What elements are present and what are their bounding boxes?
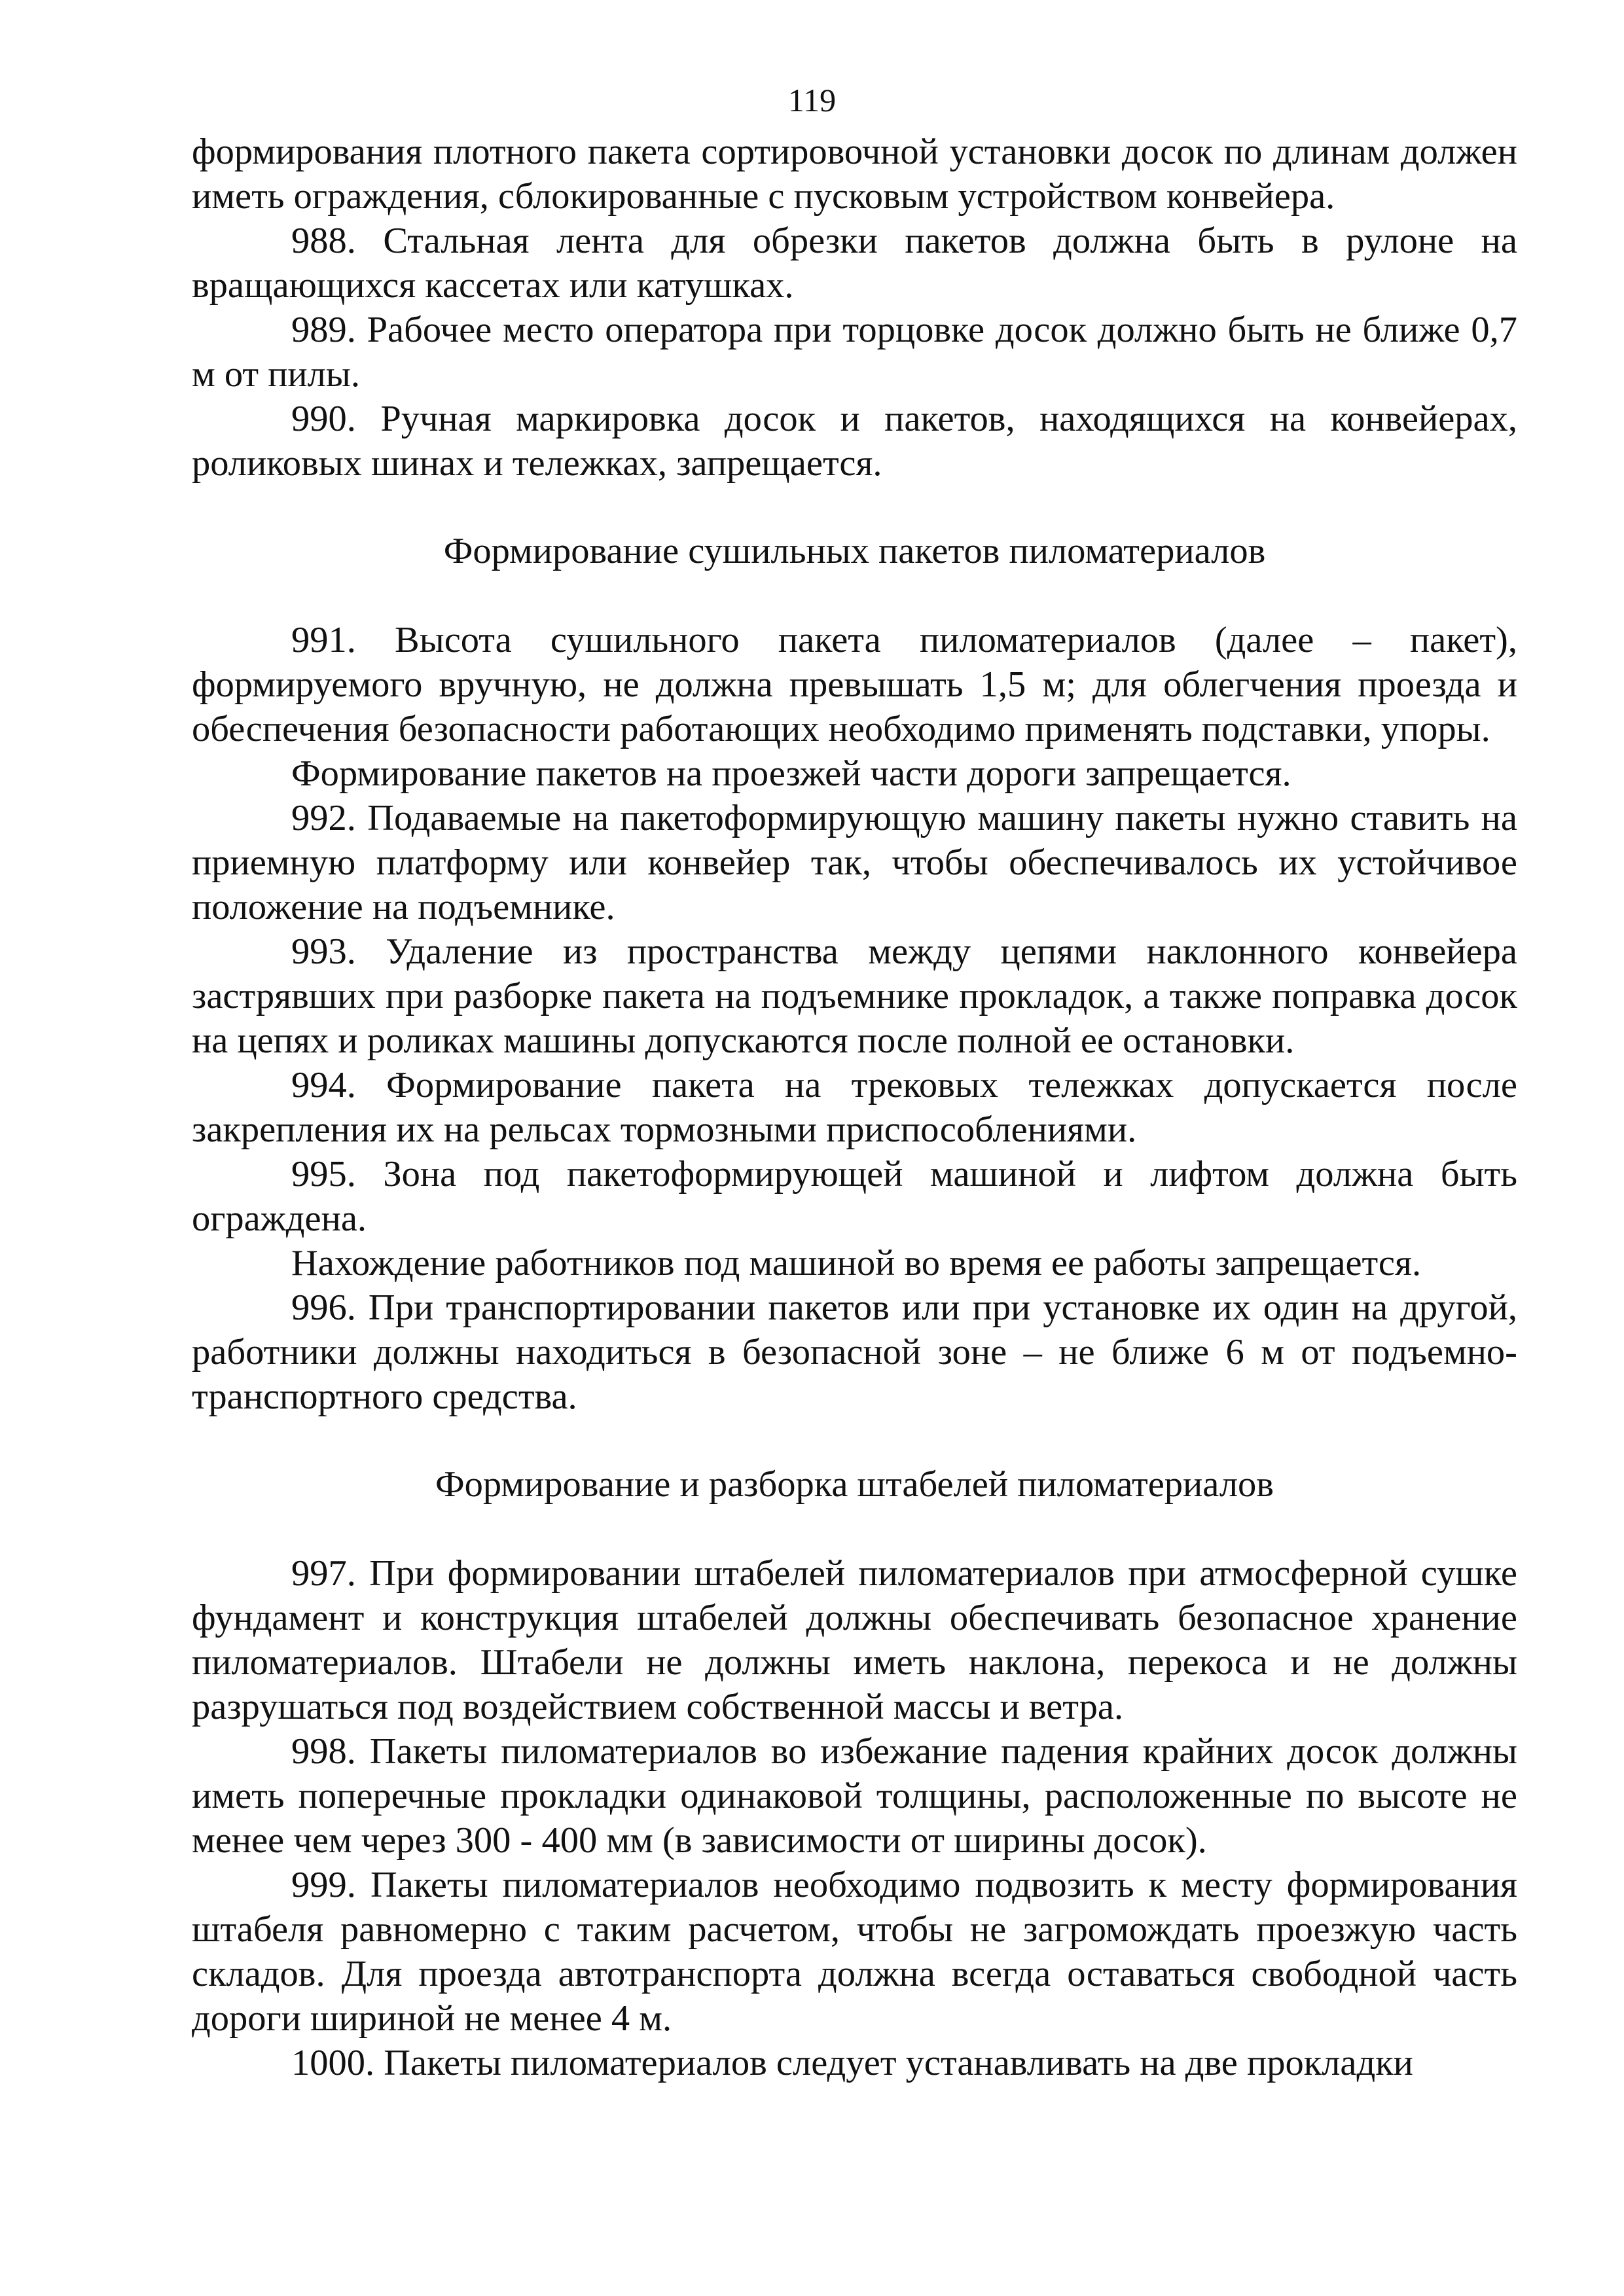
paragraph-996: 996. При транспортировании пакетов или при установке их один на другой, работники должны находиться в безопасной зоне – не ближе 6 м от подъемно-транспортного средства. <box>192 1287 1517 1417</box>
paragraph-997: 997. При формировании штабелей пиломатериалов при атмосферной сушке фундамент и конструкция штабелей должны обеспечивать безопасное хранение пиломатериалов. Штабели не должны иметь наклона, перекоса и не должны разрушаться под воздействием собственной массы и ветра. <box>192 1553 1517 1727</box>
paragraph-992: 992. Подаваемые на пакетоформирующую машину пакеты нужно ставить на приемную платформу или конвейер так, чтобы обеспечивалось их устойчивое положение на подъемнике. <box>192 798 1517 927</box>
document-body <box>192 130 1517 2085</box>
paragraph-994: 994. Формирование пакета на трековых тележках допускается после закрепления их на рельсах тормозными приспособлениями. <box>192 1065 1517 1150</box>
page-number: 119 <box>787 82 837 118</box>
paragraph-995: 995. Зона под пакетоформирующей машиной и лифтом должна быть ограждена. <box>192 1154 1517 1239</box>
paragraph-998: 998. Пакеты пиломатериалов во избежание падения крайних досок должны иметь поперечные прокладки одинаковой толщины, расположенные по высоте не менее чем через 300 - 400 мм (в зависимости от ширины досок). <box>192 1731 1517 1861</box>
paragraph-991: 991. Высота сушильного пакета пиломатериалов (далее – пакет), формируемого вручную, не должна превышать 1,5 м; для облегчения проезда и обеспечения безопасности работающих необходимо применять подставки, упоры. <box>192 620 1517 749</box>
paragraph-993: 993. Удаление из пространства между цепями наклонного конвейера застрявших при разборке пакета на подъемнике прокладок, а также поправка досок на цепях и роликах машины допускаются после полной ее остановки. <box>192 931 1517 1061</box>
paragraph-989: 989. Рабочее место оператора при торцовке досок должно быть не ближе 0,7 м от пилы. <box>192 310 1517 395</box>
paragraph-1000: 1000. Пакеты пиломатериалов следует устанавливать на две прокладки <box>291 2043 1413 2083</box>
section-heading-stacks: Формирование и разборка штабелей пиломатериалов <box>435 1464 1274 1505</box>
paragraph-991-note: Формирование пакетов на проезжей части дороги запрещается. <box>291 753 1291 794</box>
paragraph-continuation: формирования плотного пакета сортировочной установки досок по длинам должен иметь ограждения, сблокированные с пусковым устройством конвейера. <box>192 132 1517 217</box>
paragraph-990: 990. Ручная маркировка досок и пакетов, находящихся на конвейерах, роликовых шинах и тележках, запрещается. <box>192 399 1517 484</box>
section-heading-drying-packages: Формирование сушильных пакетов пиломатериалов <box>443 531 1266 571</box>
paragraph-999: 999. Пакеты пиломатериалов необходимо подвозить к месту формирования штабеля равномерно с таким расчетом, чтобы не загромождать проезжую часть складов. Для проезда автотранспорта должна всегда оставаться свободной часть дороги шириной не менее 4 м. <box>192 1865 1517 2039</box>
paragraph-988: 988. Стальная лента для обрезки пакетов должна быть в рулоне на вращающихся кассетах или катушках. <box>192 221 1517 306</box>
paragraph-995-note: Нахождение работников под машиной во время ее работы запрещается. <box>291 1243 1422 1283</box>
